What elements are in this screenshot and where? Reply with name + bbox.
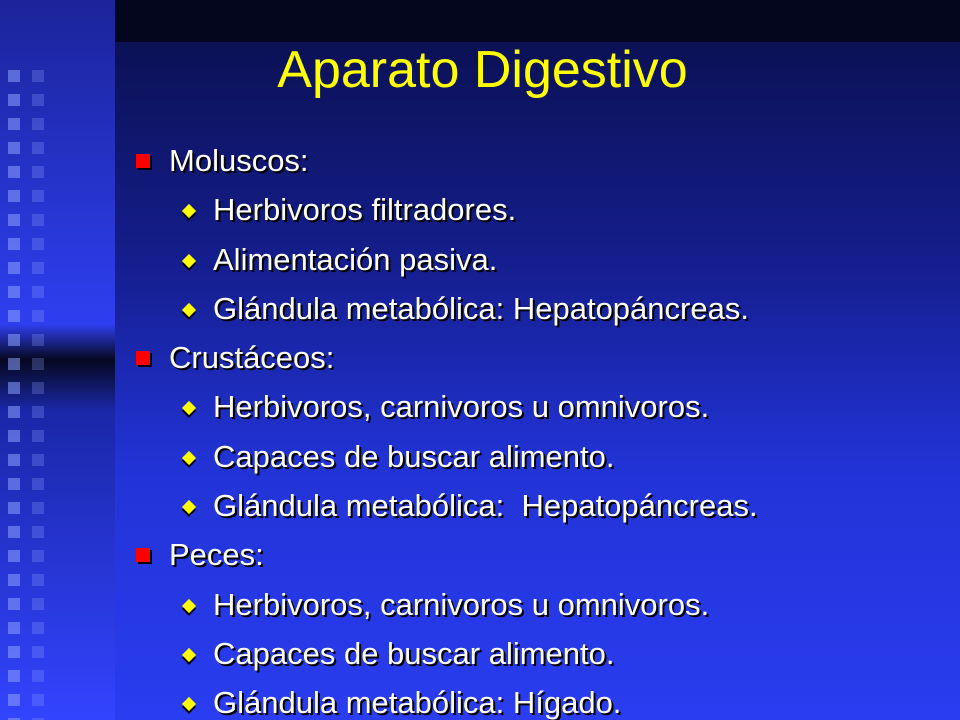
sub-bullet-text: Glándula metabólica: Hígado. (213, 685, 622, 720)
sub-bullet-item (0, 284, 960, 333)
bullet-item (0, 333, 960, 382)
sub-bullet-item (0, 678, 960, 720)
sub-bullet-item (0, 185, 960, 234)
square-bullet-icon (136, 154, 150, 168)
sub-bullet-text: Capaces de buscar alimento. (213, 438, 615, 474)
sub-bullet-item (0, 432, 960, 481)
sub-bullet-text: Glándula metabólica: Hepatopáncreas. (213, 290, 749, 326)
sub-bullet-text: Herbivoros filtradores. (213, 192, 517, 228)
bullet-text: Crustáceos: (169, 340, 335, 376)
diamond-bullet-icon (182, 254, 196, 268)
bullet-item (0, 136, 960, 185)
diamond-bullet-icon (182, 451, 196, 465)
sub-bullet-text: Herbivoros, carnivoros u omnivoros. (213, 389, 710, 425)
slide-top-band (115, 0, 960, 42)
sub-bullet-item (0, 580, 960, 629)
diamond-bullet-icon (182, 204, 196, 218)
sub-bullet-item (0, 235, 960, 284)
bullet-text: Peces: (169, 537, 264, 573)
diamond-bullet-icon (182, 500, 196, 514)
bullet-item (0, 530, 960, 579)
diamond-bullet-icon (182, 401, 196, 415)
sub-bullet-text: Capaces de buscar alimento. (213, 635, 615, 671)
diamond-bullet-icon (182, 648, 196, 662)
sub-bullet-item (0, 382, 960, 431)
square-bullet-icon (136, 548, 150, 562)
sub-bullet-text: Herbivoros, carnivoros u omnivoros. (213, 586, 710, 622)
diamond-bullet-icon (182, 697, 196, 711)
sub-bullet-item (0, 481, 960, 530)
sub-bullet-text: Glándula metabólica: Hepatopáncreas. (213, 488, 758, 524)
slide-title: Aparato Digestivo (277, 41, 688, 99)
diamond-bullet-icon (182, 303, 196, 317)
diamond-bullet-icon (182, 599, 196, 613)
slide-content (0, 136, 960, 720)
bullet-text: Moluscos: (169, 143, 309, 178)
sub-bullet-text: Alimentación pasiva. (213, 241, 498, 277)
square-bullet-icon (136, 351, 150, 365)
sub-bullet-item (0, 629, 960, 678)
